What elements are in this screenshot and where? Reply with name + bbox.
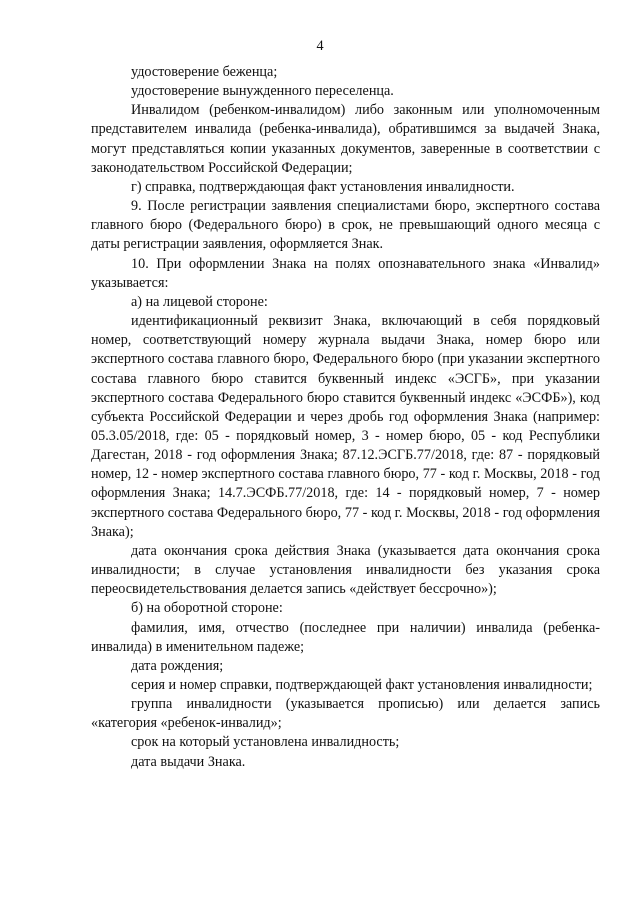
paragraph-expiry-date: дата окончания срока действия Знака (указывается дата окончания срока инвалидности; в случае установления инвалидности без указания срока переосвидетельствования делается запись «действует бессрочно»); bbox=[91, 542, 600, 598]
paragraph-issue-date: дата выдачи Знака. bbox=[131, 753, 246, 770]
paragraph-disability-certificate: г) справка, подтверждающая факт установления инвалидности. bbox=[131, 178, 515, 195]
paragraph-displaced-certificate: удостоверение вынужденного переселенца. bbox=[131, 83, 394, 100]
paragraph-front-side: а) на лицевой стороне: bbox=[131, 293, 268, 310]
paragraph-disability-term: срок на который установлена инвалидность; bbox=[131, 734, 400, 751]
paragraph-identification-requisite: идентификационный реквизит Знака, включающий в себя порядковый номер, соответствующий номеру журнала выдачи Знака, номер бюро или экспертного состава главного бюро, Федерального бюро (при указании экспертного состава главного бюро ставится буквенный индекс «ЭСГБ», при указании экспертного состава Федерального бюро ставится буквенный индекс «ЭСФБ»), код субъекта Российской Федерации и через дробь год оформления Знака (например: 05.3.05/2018, где: 05 - порядковый номер, 3 - номер бюро, 05 - код Республики Дагестан, 2018 - год оформления Знака; 87.12.ЭСГБ.77/2018, где: 87 - порядковый номер, 12 - номер экспертного состава главного бюро, 77 - код г. Москвы, 2018 - год оформления Знака; 14.7.ЭСФБ.77/2018, где: 14 - порядковый номер, 7 - номер экспертного состава Федерального бюро, 77 - код г. Москвы, 2018 - год оформления Знака); bbox=[91, 313, 600, 540]
paragraph-birth-date: дата рождения; bbox=[131, 657, 224, 674]
paragraph-refugee-certificate: удостоверение беженца; bbox=[131, 64, 278, 80]
paragraph-disability-group: группа инвалидности (указывается прописью) или делается запись «категория «ребенок-инвалид»; bbox=[91, 696, 600, 732]
paragraph-item-9: 9. После регистрации заявления специалистами бюро, экспертного состава главного бюро (Федерального бюро) в срок, не превышающий одного месяца с даты регистрации заявления, оформляется Знак. bbox=[91, 198, 600, 253]
page-number: 4 bbox=[316, 38, 324, 54]
paragraph-certificate-series: серия и номер справки, подтверждающей факт установления инвалидности; bbox=[131, 677, 593, 693]
paragraph-document-copies: Инвалидом (ребенком-инвалидом) либо законным или уполномоченным представителем инвалида (ребенка-инвалида), обратившимся за выдачей Знака, могут представляться копии указанных документов, заверенные в соответствии с законодательством Российской Федерации; bbox=[91, 102, 600, 176]
paragraph-full-name: фамилия, имя, отчество (последнее при наличии) инвалида (ребенка-инвалида) в именительном падеже; bbox=[91, 619, 600, 655]
paragraph-back-side: б) на оборотной стороне: bbox=[131, 600, 283, 617]
paragraph-item-10: 10. При оформлении Знака на полях опознавательного знака «Инвалид» указывается: bbox=[91, 255, 600, 291]
document-body bbox=[91, 63, 600, 772]
